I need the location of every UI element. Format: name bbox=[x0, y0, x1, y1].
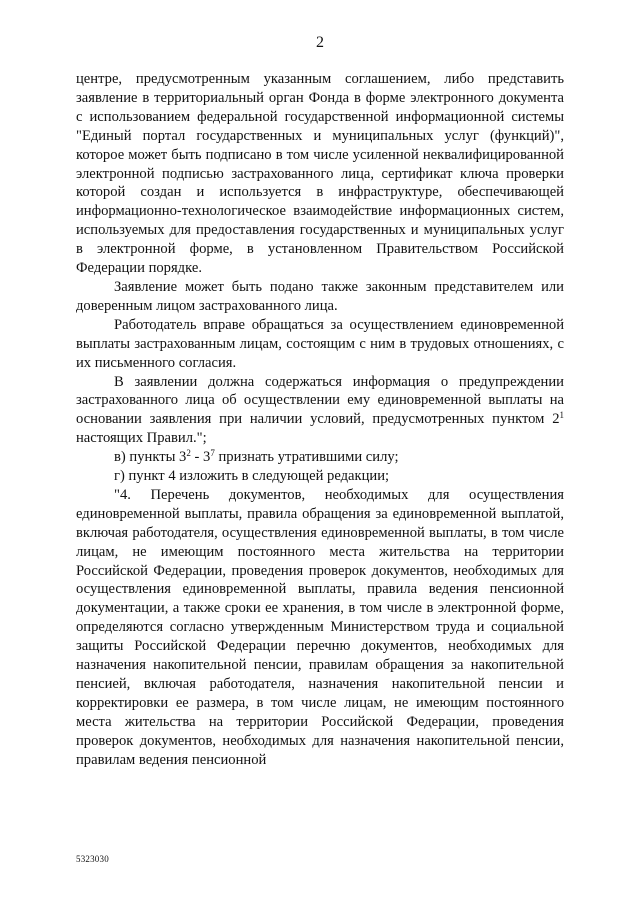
item-4: "4. Перечень документов, необходимых для осуществления единовременной выплаты, правила обращения за единовременной выплатой, включая работодателя, осуществления единовременной выплаты, в том числе лицам, не имеющим постоянного места жительства на территории Российской Федерации, проведения проверок документов, необходимых для осуществления единовременной выплаты, правила ведения пенсионной документации, а также сроки ее хранения, в том числе в электронной форме, определяются согласно утвержденным Министерством труда и социальной защиты Российской Федерации перечню документов, необходимых для назначения накопительной пенсии, правилам обращения за накопительной пенсией, включая работодателя, назначения накопительной пенсии и корректировки ее размера, в том числе лицам, не имеющим постоянного места жительства на территории Российской Федерации, проведения проверок документов, необходимых для назначения накопительной пенсии, правилам ведения пенсионной bbox=[76, 486, 564, 768]
item-g: г) пункт 4 изложить в следующей редакции; bbox=[114, 468, 390, 485]
page-number: 2 bbox=[316, 34, 324, 51]
item-v-prefix: в) пункты 3 bbox=[114, 449, 187, 466]
paragraph-continuation: центре, предусмотренным указанным соглашением, либо представить заявление в территориальный орган Фонда в форме электронного документа с использованием федеральной государственной информационной системы "Единый портал государственных и муниципальных услуг (функций)", которое может быть подписано в том числе усиленной неквалифицированной электронной подписью застрахованного лица, сертификат ключа проверки которой создан и используется в инфраструктуре, обеспечивающей информационно-технологическое взаимодействие информационных систем, используемых для предоставления государственных и муниципальных услуг в электронной форме, в установленном Правительством Российской Федерации порядке. bbox=[76, 71, 564, 277]
paragraph-representative: Заявление может быть подано также законным представителем или доверенным лицом застрахованного лица. bbox=[76, 278, 564, 314]
paragraph-notice bbox=[76, 373, 564, 449]
document-body bbox=[76, 70, 564, 770]
document-code: 5323030 bbox=[76, 854, 109, 864]
paragraph-employer: Работодатель вправе обращаться за осуществлением единовременной выплаты застрахованным лицам, состоящим с ним в трудовых отношениях, с их письменного согласия. bbox=[76, 316, 564, 371]
item-v-superscript-2: 7 bbox=[210, 448, 215, 459]
notice-end: настоящих Правил."; bbox=[76, 430, 207, 447]
item-v bbox=[76, 448, 564, 467]
notice-text: В заявлении должна содержаться информация о предупреждении застрахованного лица об осуществлении ему единовременной выплаты на основании заявления при наличии условий, предусмотренных пунктом 2 bbox=[76, 373, 564, 428]
item-v-suffix: признать утратившими силу; bbox=[214, 449, 399, 466]
item-v-mid: - 3 bbox=[190, 449, 211, 466]
notice-superscript: 1 bbox=[559, 410, 564, 421]
item-v-superscript-1: 2 bbox=[186, 448, 191, 459]
